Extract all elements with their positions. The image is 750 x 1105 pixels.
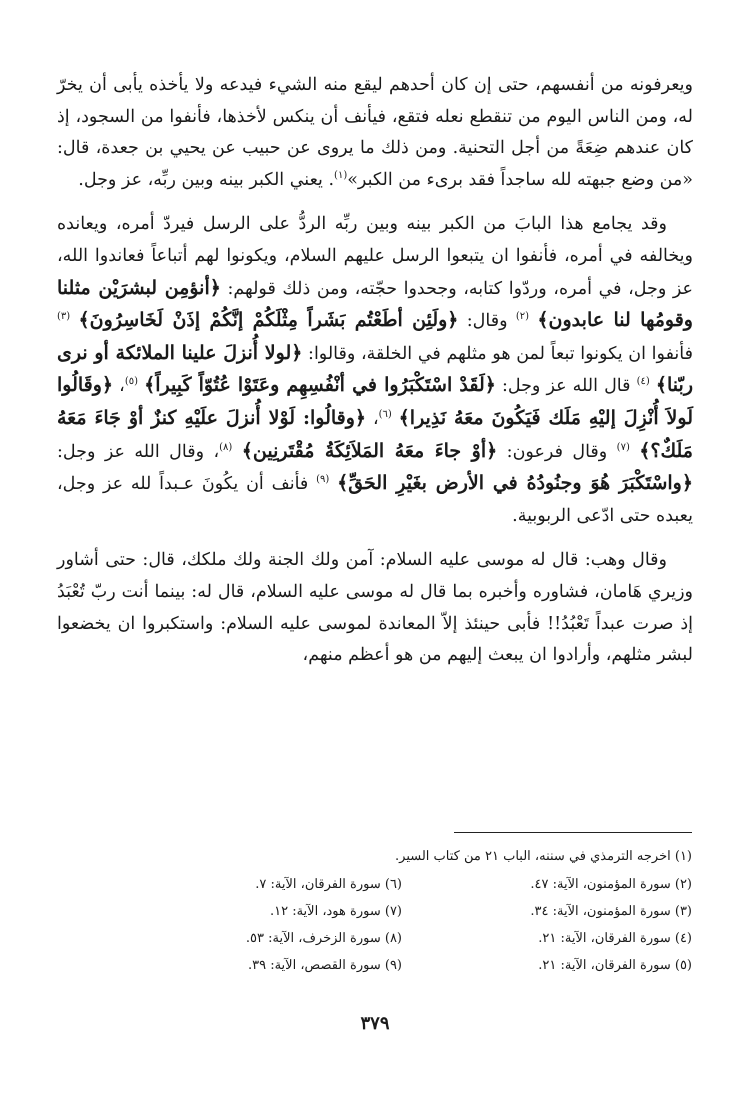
footnote-text: سورة المؤمنون، الآية: ٤٧. bbox=[530, 877, 671, 892]
text-run: وقال: bbox=[458, 311, 516, 332]
text-run bbox=[392, 409, 399, 429]
footnote-ref: (٧) bbox=[616, 441, 630, 453]
footnote-text: سورة هود، الآية: ١٢. bbox=[269, 904, 381, 919]
text-run: وقال وهب: قال له موسى عليه السلام: آمن ولك الجنة ولك ملكك، قال: حتى أشاور وزيري هَامان، فشاوره وأخبره بما قال له موسى عليه السلام، قال له: بينما أنت ربّ تُعْبَدُ إذ صرت عبداً تَعْبُدُ!! فأبى حينئذ إلاّ المعاندة لموسى عليه السلام: واستكبروا ان يخضعوا لبشر مثلهم، وأرادوا ان يبعث إليهم من هو أعظم منهم، bbox=[57, 550, 693, 666]
quran-verse: ﴿وقَالُوا لَولاَ أُنْزِلَ إليْهِ مَلَك فَيَكُونَ معَهُ نَذِيرا﴾ bbox=[57, 374, 693, 429]
footnote-text: سورة الفرقان، الآية: ٢١. bbox=[538, 958, 671, 973]
footnote-ref: (٩) bbox=[316, 474, 330, 486]
footnote-number: (٣) bbox=[674, 904, 692, 919]
footnote-text: سورة المؤمنون، الآية: ٣٤. bbox=[530, 904, 671, 919]
footnote-ref: (١) bbox=[334, 169, 348, 181]
footnote-text: سورة الفرقان، الآية: ٧. bbox=[255, 877, 381, 892]
footnote-text: سورة الفرقان، الآية: ٢١. bbox=[538, 931, 671, 946]
quran-verse: ﴿أنؤمِن لبشرَيْن مثلنا وقومُها لنا عابدون﴾ bbox=[57, 276, 693, 332]
body-text bbox=[57, 70, 693, 672]
text-run bbox=[70, 311, 78, 331]
text-run: فأنف أن يكُونَ عـبداً لله عز وجل، يعبده حتى ادّعى الربوبية. bbox=[57, 474, 693, 526]
footnote-item bbox=[172, 930, 402, 948]
text-run: وقد يجامع هذا البابَ من الكبر بينه وبين ربِّه الردُّ على الرسل فيردّ أمره، ويعانده ويخالفه في أمره، فأنفوا ان يتبعوا الرسل عليهم السلام، ويكونوا لهم أتباعاً فعاندوا الله، عز وجل، في أمره، وردّوا كتابه، وجحدوا حجّته، ومن ذلك قولهم: bbox=[57, 214, 693, 299]
quran-verse: ﴿ولَئِن أطَعْتُم بَشَراً مِثْلَكُمْ إنَّكُمْ إذَنْ لَخَاسِرُونَ﴾ bbox=[78, 309, 459, 332]
footnote-ref: (٢) bbox=[515, 311, 530, 323]
text-run bbox=[232, 442, 241, 462]
footnote-ref: (٥) bbox=[124, 376, 138, 388]
text-run: قال الله عز وجل: bbox=[495, 376, 637, 397]
footnote-number: (٤) bbox=[674, 931, 692, 946]
paragraph-1 bbox=[57, 70, 693, 196]
footnote-item bbox=[402, 903, 692, 921]
footnote-ref: (٦) bbox=[378, 409, 392, 421]
text-run: فأنفوا ان يكونوا تبعاً لمن هو مثلهم في الخلقة، وقالوا: bbox=[302, 343, 693, 364]
footnote-ref: (٣) bbox=[57, 311, 71, 323]
footnote-item bbox=[402, 876, 692, 894]
footnote-number: (٢) bbox=[674, 877, 692, 892]
footnote-number: (٦) bbox=[384, 877, 402, 892]
footnote-item bbox=[172, 903, 402, 921]
quran-verse: ﴿واسْتَكْبَرَ هُوَ وجنُودُهُ في الأرض بغَيْرِ الحَقِّ﴾ bbox=[337, 472, 693, 495]
text-run: ويعرفونه من أنفسهم، حتى إن كان أحدهم ليقع منه الشيء فيدعه ولا يأخذه يأبى أن يخرّ له، ومن الناس اليوم من تنقطع نعله فتقع، فيأنف أن ينكس لأخذها، فأنفوا من السجود، إذ كان عندهم ضِعَةً من أجل التحنية. ومن ذلك ما يروى عن حبيب عن يحيي بن جعدة، قال: «من وضع جبهته لله ساجداً فقد برىء من الكبر» bbox=[57, 75, 693, 190]
text-run bbox=[329, 474, 337, 494]
quran-verse: ﴿لولا أُنزلَ علينا الملائكة أو نرى ربّنا﴾ bbox=[57, 341, 693, 397]
text-run: ، bbox=[366, 408, 379, 429]
footnote-text: سورة القصص، الآية: ٣٩. bbox=[247, 958, 381, 973]
text-run: وقال فرعون: bbox=[497, 441, 617, 462]
footnote-number: (٥) bbox=[674, 958, 692, 973]
quran-verse: ﴿وقالُوا: لَوْلا أُنزلَ علَيْهِ كنزٌ أوْ جَاءَ مَعَهُ مَلَكٌ؟﴾ bbox=[57, 406, 693, 462]
text-run bbox=[630, 442, 639, 462]
footnote-item bbox=[172, 876, 402, 894]
footnote-number: (٩) bbox=[384, 958, 402, 973]
page-number: ٣٧٩ bbox=[360, 1013, 390, 1034]
footnote-item bbox=[402, 930, 692, 948]
footnote-item bbox=[172, 957, 402, 975]
footnote-ref: (٨) bbox=[219, 441, 233, 453]
footnote-number: (٧) bbox=[384, 904, 402, 919]
footnote-text: سورة الزخرف، الآية: ٥٣. bbox=[245, 931, 381, 946]
paragraph-3 bbox=[57, 545, 693, 671]
paragraph-2 bbox=[57, 209, 693, 532]
text-run: ، bbox=[113, 376, 125, 397]
footnote-ref: (٤) bbox=[636, 376, 650, 388]
footnote-separator bbox=[454, 832, 692, 833]
text-run: ، وقال الله عز وجل: bbox=[57, 441, 220, 462]
quran-verse: ﴿لَقَدْ اسْتَكْبَرُوا في أنْفُسِهِم وعَتَوْا عُتُوّاً كَبِيراً﴾ bbox=[144, 374, 496, 397]
footnote-number: (٨) bbox=[384, 931, 402, 946]
footnote-item bbox=[402, 957, 692, 975]
text-run: . يعني الكبر بينه وبين ربِّه، عز وجل. bbox=[78, 169, 335, 190]
footnote-1: (١) اخرجه الترمذي في سننه، الباب ٢١ من كتاب السير. bbox=[395, 849, 692, 864]
footnotes-list bbox=[172, 876, 692, 975]
quran-verse: ﴿أوْ جاءَ معَهُ المَلاَئِكَةُ مُقْتَرنِين﴾ bbox=[241, 439, 498, 462]
